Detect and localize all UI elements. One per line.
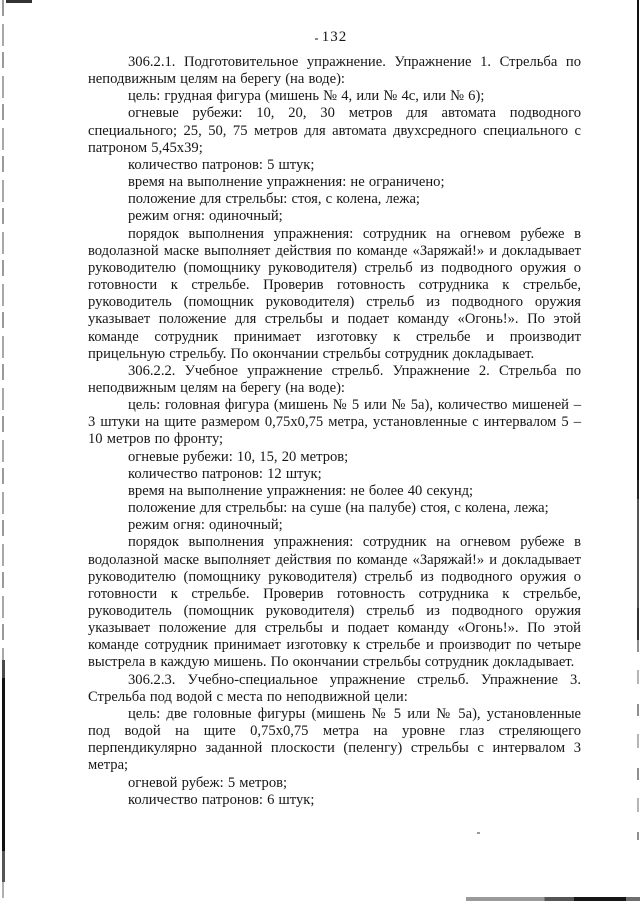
paragraph-time-limit: время на выполнение упражнения: не более 40 секунд; bbox=[128, 482, 474, 499]
paragraph-306-2-2-heading: 306.2.2. Учебное упражнение стрельб. Упражнение 2. Стрельба по неподвижным целям на берегу (на воде): bbox=[88, 362, 581, 396]
paragraph-procedure: порядок выполнения упражнения: сотрудник на огневом рубеже в водолазной маске выполняет действия по команде «Заряжай!» и докладывает руководителю (помощнику руководителя) стрельб из подводного оружия о готовности к стрельбе. Проверив готовность сотрудника к стрельбе, руководитель (помощник руководителя) стрельб из подводного оружия указывает положение для стрельбы и подает команду «Огонь!». По этой команде сотрудник принимает изготовку к стрельбе и производит прицельную стрельбу. По окончании стрельбы сотрудник докладывает. bbox=[88, 225, 581, 362]
scan-artifact-bottom-bar bbox=[466, 897, 640, 901]
paragraph-shooting-position: положение для стрельбы: стоя, с колена, лежа; bbox=[128, 191, 420, 208]
paragraph-shooting-position: положение для стрельбы: на суше (на палубе) стоя, с колена, лежа; bbox=[128, 500, 549, 517]
paragraph-fire-line: огневой рубеж: 5 метров; bbox=[128, 774, 288, 791]
paragraph-time-limit: время на выполнение упражнения: не ограничено; bbox=[128, 174, 445, 191]
paragraph-fire-lines: огневые рубежи: 10, 20, 30 метров для автомата подводного специального; 25, 50, 75 метров для автомата двухсредного специального с патроном 5,45х39; bbox=[88, 105, 581, 156]
paragraph-fire-mode: режим огня: одиночный; bbox=[128, 517, 283, 534]
page-number: 132 bbox=[321, 29, 348, 45]
paragraph-cartridge-count: количество патронов: 12 штук; bbox=[128, 465, 322, 482]
scan-speck bbox=[477, 832, 480, 834]
paragraph-fire-mode: режим огня: одиночный; bbox=[128, 208, 283, 225]
scan-edge-line-right-fading bbox=[637, 480, 639, 640]
paragraph-target: цель: грудная фигура (мишень № 4, или № 4с, или № 6); bbox=[128, 88, 485, 105]
paragraph-306-2-1-heading: 306.2.1. Подготовительное упражнение. Упражнение 1. Стрельба по неподвижным целям на берегу (на воде): bbox=[88, 54, 581, 88]
scan-artifact-top-left bbox=[6, 0, 32, 3]
scan-edge-line-right-solid bbox=[637, 0, 639, 480]
paragraph-target: цель: две головные фигуры (мишень № 5 или № 5а), установленные под водой на щите 0,75х0,75 метра на уровне глаз стреляющего перпендикулярно заданной плоскости (пеленгу) стрельбы с интервалом 3 метра; bbox=[88, 705, 581, 774]
paragraph-fire-lines: огневые рубежи: 10, 15, 20 метров; bbox=[128, 448, 349, 465]
scan-edge-line-left-solid bbox=[2, 660, 5, 882]
paragraph-procedure: порядок выполнения упражнения: сотрудник на огневом рубеже в водолазной маске выполняет действия по команде «Заряжай!» и докладывает руководителю (помощнику руководителя) стрельб из подводного оружия о готовности к стрельбе. Проверив готовность сотрудника к стрельбе, руководитель (помощник руководителя) стрельб из подводного оружия указывает положение для стрельбы и подает команду «Огонь!». По этой команде сотрудник принимает изготовку к стрельбе и производит по четыре выстрела в каждую мишень. По окончании стрельбы сотрудник докладывает. bbox=[88, 534, 581, 671]
scan-edge-line-right-dashed bbox=[637, 640, 639, 840]
paragraph-target: цель: головная фигура (мишень № 5 или № 5а), количество мишеней – 3 штуки на щите размером 0,75х0,75 метра, установленные с интервалом 5 – 10 метров по фронту; bbox=[88, 397, 581, 448]
paragraph-306-2-3-heading: 306.2.3. Учебно-специальное упражнение стрельб. Упражнение 3. Стрельба под водой с места по неподвижной цели: bbox=[88, 671, 581, 705]
scan-edge-line-left-dashed bbox=[2, 0, 4, 660]
paragraph-cartridge-count: количество патронов: 6 штук; bbox=[128, 791, 315, 808]
paragraph-cartridge-count: количество патронов: 5 штук; bbox=[128, 156, 315, 173]
document-body bbox=[88, 54, 581, 809]
scan-edge-line-left-tail bbox=[2, 882, 4, 898]
